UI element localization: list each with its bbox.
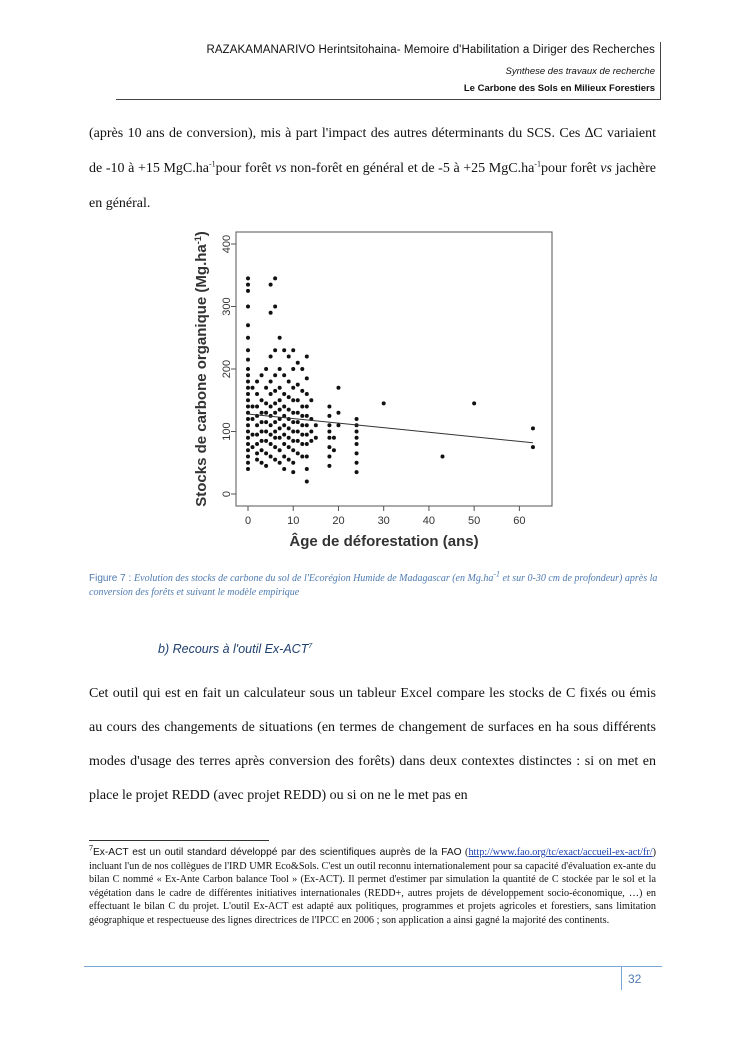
data-point xyxy=(296,420,300,424)
header-vertical-rule xyxy=(660,42,661,100)
data-point xyxy=(305,455,309,459)
data-point xyxy=(291,439,295,443)
data-point xyxy=(531,426,535,430)
data-point xyxy=(246,367,250,371)
page-number: 32 xyxy=(628,972,642,986)
x-tick-label: 40 xyxy=(422,515,436,527)
data-point xyxy=(291,348,295,352)
footer-separator xyxy=(621,966,622,990)
y-tick-label: 200 xyxy=(221,359,233,379)
data-point xyxy=(300,389,304,393)
data-point xyxy=(531,445,535,449)
data-point xyxy=(260,411,264,415)
data-point xyxy=(278,367,282,371)
data-point xyxy=(336,386,340,390)
data-point xyxy=(246,392,250,396)
data-point xyxy=(440,455,444,459)
data-point xyxy=(255,380,259,384)
data-point xyxy=(327,414,331,418)
data-point xyxy=(300,405,304,409)
footnote-link[interactable]: http://www.fao.org/tc/exact/accueil-ex-act/fr/ xyxy=(468,847,653,858)
data-point xyxy=(300,455,304,459)
data-point xyxy=(355,417,359,421)
data-point xyxy=(269,433,273,437)
data-point xyxy=(255,392,259,396)
data-point xyxy=(273,348,277,352)
data-point xyxy=(246,386,250,390)
y-label-end: ) xyxy=(193,231,210,237)
data-point xyxy=(269,380,273,384)
section-subheading: b) Recours à l'outil Ex-ACT$^7$ xyxy=(158,642,313,656)
y-tick-label: 0 xyxy=(221,490,233,498)
data-point xyxy=(300,414,304,418)
data-point xyxy=(246,405,250,409)
data-point xyxy=(246,283,250,287)
data-point xyxy=(327,436,331,440)
data-point xyxy=(269,423,273,427)
data-point xyxy=(278,408,282,412)
data-point xyxy=(260,420,264,424)
data-point xyxy=(305,480,309,484)
data-point xyxy=(255,405,259,409)
header-title: RAZAKAMANARIVO Herintsitohaina- Memoire d'Habilitation a Diriger des Recherches xyxy=(206,44,655,56)
data-point xyxy=(282,433,286,437)
data-point xyxy=(355,451,359,455)
data-point xyxy=(355,442,359,446)
data-point xyxy=(300,423,304,427)
data-point xyxy=(264,420,268,424)
header-subtitle: Synthese des travaux de recherche xyxy=(505,66,655,77)
data-point xyxy=(305,442,309,446)
data-point xyxy=(251,433,255,437)
scatter-chart xyxy=(190,226,560,561)
data-point xyxy=(282,348,286,352)
x-tick-label: 30 xyxy=(377,515,390,527)
x-tick-label: 60 xyxy=(513,515,526,527)
data-point xyxy=(246,305,250,309)
y-label-main: Stocks de carbone organique (Mg.ha xyxy=(193,244,210,507)
data-point xyxy=(278,398,282,402)
data-point xyxy=(291,461,295,465)
data-point xyxy=(278,426,282,430)
data-point xyxy=(246,423,250,427)
data-point xyxy=(327,430,331,434)
data-point xyxy=(246,358,250,362)
data-point xyxy=(246,436,250,440)
data-point xyxy=(273,411,277,415)
data-point xyxy=(264,367,268,371)
data-point xyxy=(246,430,250,434)
data-point xyxy=(273,458,277,462)
data-point xyxy=(278,448,282,452)
data-point xyxy=(287,355,291,359)
data-point xyxy=(246,373,250,377)
data-point xyxy=(332,448,336,452)
data-point xyxy=(246,380,250,384)
data-point xyxy=(264,451,268,455)
data-point xyxy=(273,389,277,393)
data-point xyxy=(382,401,386,405)
x-tick-label: 10 xyxy=(287,515,300,527)
data-point xyxy=(305,423,309,427)
data-point xyxy=(291,386,295,390)
data-point xyxy=(305,405,309,409)
data-point xyxy=(251,445,255,449)
data-point xyxy=(291,398,295,402)
data-point xyxy=(264,430,268,434)
data-point xyxy=(291,411,295,415)
data-point xyxy=(355,470,359,474)
data-point xyxy=(305,433,309,437)
data-point xyxy=(296,383,300,387)
data-point xyxy=(309,430,313,434)
data-point xyxy=(269,442,273,446)
data-point xyxy=(278,461,282,465)
data-point xyxy=(278,336,282,340)
data-point xyxy=(287,426,291,430)
data-point xyxy=(287,380,291,384)
trend-line xyxy=(248,414,533,443)
data-point xyxy=(278,386,282,390)
data-point xyxy=(269,283,273,287)
data-point xyxy=(246,336,250,340)
y-tick-label: 400 xyxy=(221,234,233,254)
data-point xyxy=(269,311,273,315)
data-point xyxy=(355,461,359,465)
data-point xyxy=(255,458,259,462)
data-point xyxy=(300,442,304,446)
data-point xyxy=(251,386,255,390)
data-point xyxy=(273,373,277,377)
data-point xyxy=(309,439,313,443)
x-tick-label: 50 xyxy=(468,515,481,527)
y-label-sup: -1 xyxy=(193,236,203,245)
body-paragraph-1: (après 10 ans de conversion), mis à part l'impact des autres déterminants du SCS. Ces ∆C variaient de -10 à +15 $MgC.ha^{-1}pour$ forêt vs non-forêt en général et de -5 à +25 $MgC.ha^{-1}pour$ forêt vs jachère en général. xyxy=(89,126,656,211)
data-point xyxy=(282,405,286,409)
data-point xyxy=(246,398,250,402)
header-horizontal-rule xyxy=(116,99,661,100)
data-point xyxy=(336,423,340,427)
data-point xyxy=(296,398,300,402)
footnote-rule xyxy=(89,840,269,841)
data-point xyxy=(287,395,291,399)
data-point xyxy=(264,411,268,415)
data-point xyxy=(246,467,250,471)
body-paragraph-2: Cet outil qui est en fait un calculateur sous un tableur Excel compare les stocks de C fixés ou émis au cours des changements de situations (en termes de changement de surfaces en ha sous différents modes d'usage des terres après conversion des forêts) dans deux contextes distinctes : si on met en place le projet REDD (avec projet REDD) ou si on ne le met pas en xyxy=(89,686,656,803)
data-point xyxy=(246,276,250,280)
data-point xyxy=(287,445,291,449)
data-point xyxy=(273,445,277,449)
data-point xyxy=(246,417,250,421)
figure-scatter-plot xyxy=(190,226,560,561)
data-point xyxy=(305,467,309,471)
data-point xyxy=(260,439,264,443)
data-point xyxy=(260,461,264,465)
data-point xyxy=(291,448,295,452)
data-point xyxy=(291,470,295,474)
footer-rule xyxy=(84,966,662,967)
data-point xyxy=(336,411,340,415)
data-point xyxy=(314,436,318,440)
data-point xyxy=(273,430,277,434)
data-point xyxy=(296,430,300,434)
data-point xyxy=(282,442,286,446)
data-point xyxy=(282,392,286,396)
data-point xyxy=(269,455,273,459)
data-point xyxy=(296,451,300,455)
data-point xyxy=(251,405,255,409)
footnote: $^7$Ex-ACT est un outil standard développé par des scientifiques auprès de la FAO (http://www.fao.org/tc/exact/accueil-ex-act/fr/) incluant l'un de nos collègues de l'IRD UMR Eco&Sols. C'est un outil reconnu internationalement pour sa capacité d'évaluation ex-ante du bilan C nommé « Ex-Ante Carbon balance Tool » (Ex-ACT). Il permet d'estimer par simulation la quantité de C stockée par le sol et la végétation dans le cadre de différentes initiatives internationales (REDD+, autres projets de développement socio-économique, …) en effectuant le bilan C du projet. L'outil Ex-ACT est adapté aux politiques, programmes et projets agricoles et forestiers, sans limitation géographique et respectueuse des lignes directrices de l'IPCC en 2006 ; son application a ainsi gagné la majorité des continents. xyxy=(89,843,656,926)
data-point xyxy=(246,289,250,293)
data-point xyxy=(282,373,286,377)
data-point xyxy=(296,361,300,365)
data-point xyxy=(246,448,250,452)
data-point xyxy=(291,420,295,424)
data-point xyxy=(273,436,277,440)
data-point xyxy=(273,276,277,280)
data-point xyxy=(287,436,291,440)
data-point xyxy=(260,373,264,377)
data-point xyxy=(264,464,268,468)
data-point xyxy=(264,439,268,443)
data-point xyxy=(305,376,309,380)
data-point xyxy=(246,323,250,327)
data-point xyxy=(282,455,286,459)
data-point xyxy=(327,405,331,409)
data-point xyxy=(305,414,309,418)
data-point xyxy=(264,401,268,405)
data-point xyxy=(355,430,359,434)
data-point xyxy=(269,355,273,359)
data-point xyxy=(282,467,286,471)
data-point xyxy=(305,392,309,396)
data-point xyxy=(332,436,336,440)
data-point xyxy=(246,455,250,459)
data-point xyxy=(296,411,300,415)
data-point xyxy=(472,401,476,405)
y-axis-label xyxy=(193,231,210,507)
data-point xyxy=(327,445,331,449)
data-point xyxy=(269,392,273,396)
data-point xyxy=(327,455,331,459)
x-tick-label: 0 xyxy=(244,515,252,527)
data-point xyxy=(269,405,273,409)
data-point xyxy=(287,408,291,412)
data-point xyxy=(327,423,331,427)
data-point xyxy=(355,436,359,440)
data-point xyxy=(309,398,313,402)
data-point xyxy=(255,451,259,455)
data-point xyxy=(327,464,331,468)
figure-caption: Figure 7 : Evolution des stocks de carbone du sol de l'Ecorégion Humide de Madagascar (en $Mg.ha^{-1}$ et sur 0-30 cm de profondeur) après la conversion des forêts et suivant le modèle empirique xyxy=(89,569,658,598)
data-point xyxy=(260,448,264,452)
data-point xyxy=(260,430,264,434)
y-tick-label: 100 xyxy=(221,422,233,441)
header-section: Le Carbone des Sols en Milieux Forestiers xyxy=(463,83,655,94)
data-point xyxy=(282,423,286,427)
data-point xyxy=(314,423,318,427)
data-point xyxy=(246,461,250,465)
data-point xyxy=(273,420,277,424)
y-tick-label: 300 xyxy=(221,297,233,316)
data-point xyxy=(296,439,300,443)
data-point xyxy=(287,458,291,462)
data-point xyxy=(260,398,264,402)
data-point xyxy=(291,367,295,371)
data-point xyxy=(251,417,255,421)
data-point xyxy=(255,423,259,427)
data-point xyxy=(305,355,309,359)
data-point xyxy=(273,305,277,309)
data-point xyxy=(300,367,304,371)
plot-frame xyxy=(236,232,552,506)
data-point xyxy=(278,436,282,440)
x-axis-label: Âge de déforestation (ans) xyxy=(289,533,479,550)
x-tick-label: 20 xyxy=(332,515,345,527)
data-point xyxy=(264,386,268,390)
data-point xyxy=(246,442,250,446)
data-point xyxy=(255,433,259,437)
data-point xyxy=(300,433,304,437)
data-point xyxy=(246,348,250,352)
data-point xyxy=(255,442,259,446)
data-point xyxy=(291,430,295,434)
data-point xyxy=(273,401,277,405)
